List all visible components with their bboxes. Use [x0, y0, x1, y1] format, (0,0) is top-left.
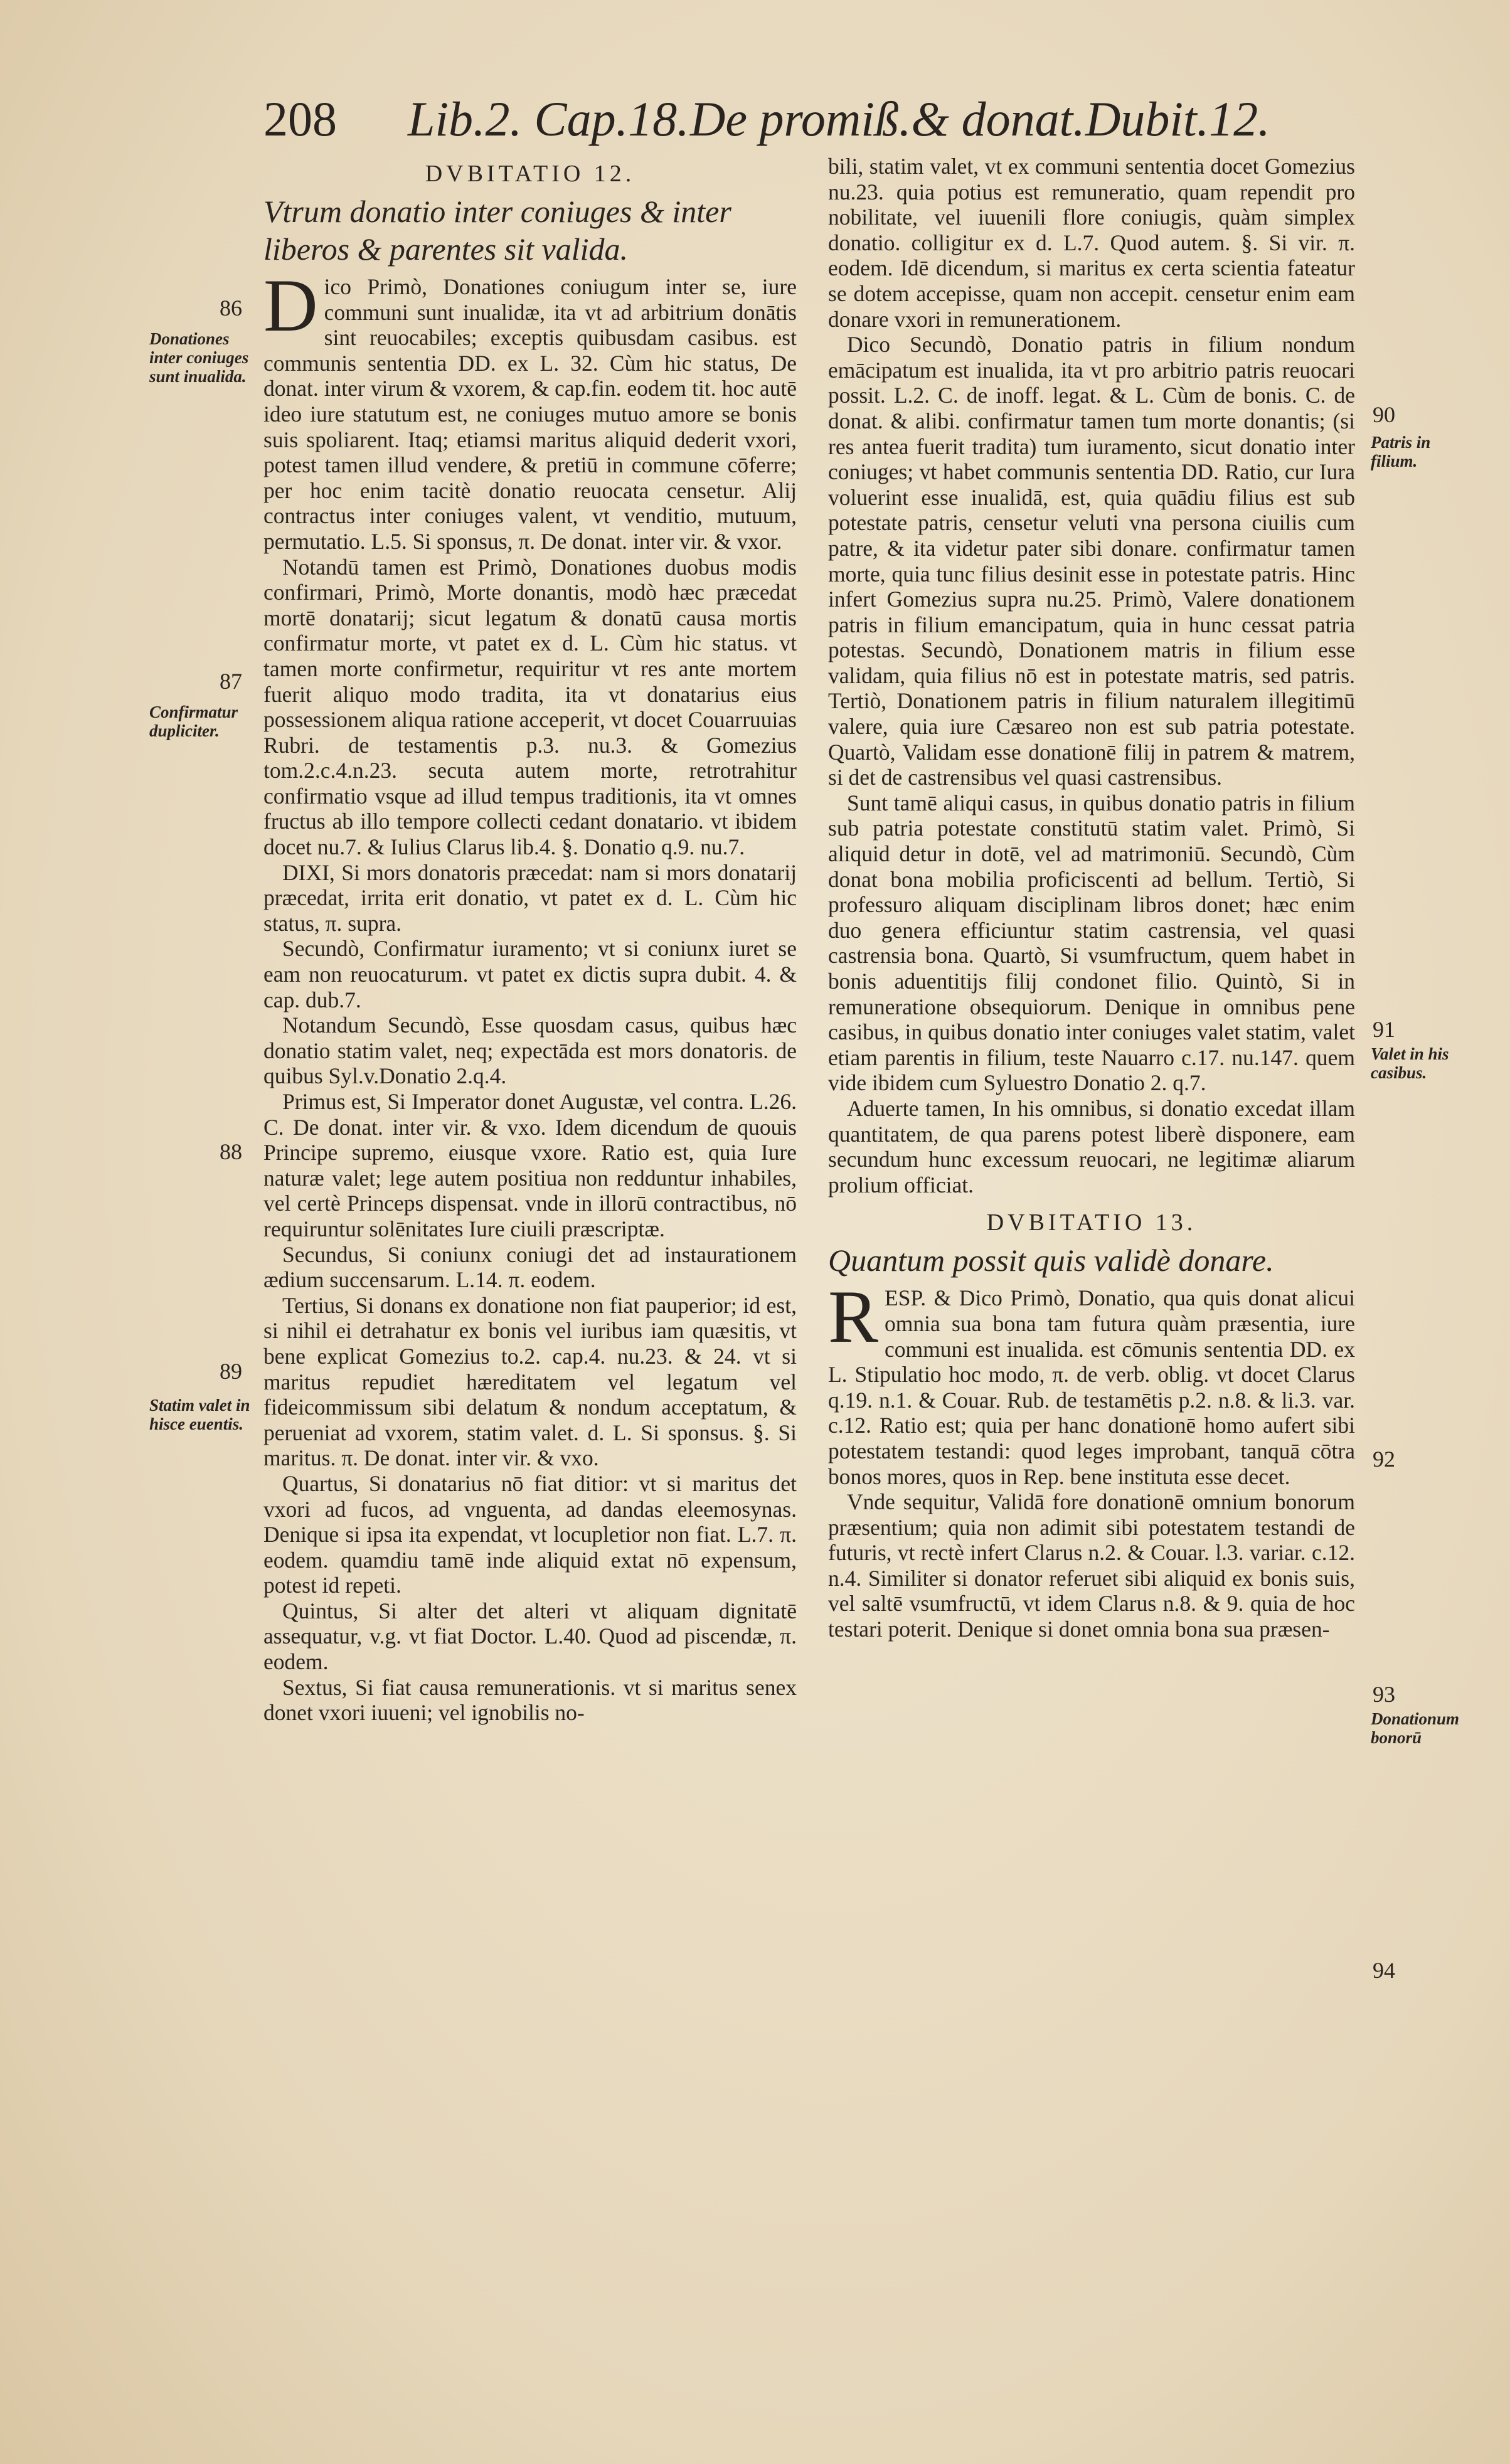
drop-cap: D	[263, 263, 318, 347]
paragraph: Quintus, Si alter det alteri vt aliquam dignitatē assequatur, v.g. vt fiat Doctor. L.40. Quod ad piscendæ, π. eodem.	[263, 1598, 797, 1675]
running-title: De promiß.& donat.	[690, 92, 1085, 146]
paragraph: Secundus, Si coniunx coniugi det ad instaurationem ædium succensarum. L.14. π. eodem.	[263, 1241, 797, 1293]
chapter-label: Lib.2. Cap.18.	[408, 92, 689, 146]
margin-note: Valet in his casibus.	[1371, 1044, 1449, 1082]
margin-note: Donationum bonorū	[1371, 1709, 1460, 1747]
paragraph: DIXI, Si mors donatoris præcedat: nam si mors donatarij præcedat, irrita erit donatio, vt patet ex d. L. Cùm hic status, π. supra.	[263, 859, 797, 936]
paragraph: RESP. & Dico Primò, Donatio, qua quis donat alicui omnia sua bona tam futura quàm præsentia, iure communi est inualida. est cōmunis sententia DD. ex L. Stipulatio hoc modo, π. de verb. oblig. vt docet Clarus q.19. n.1. & Couar. Rub. de testamētis p.2. n.8. & li.3. var. c.12. Ratio est; quia per hanc donationē homo aufert sibi potestatem testandi: quod leges improbant, tanquā cōtra bonos mores, quos in Rep. bene instituta esse decet.	[828, 1275, 1355, 1489]
paragraph: Quartus, Si donatarius nō fiat ditior: vt si maritus det vxori ad fucos, ad vnguenta, ad dandas eleemosynas. Denique si ipsa ita expendat, vt locupletior non fiat. L.7. π. eodem. quamdiu tamē inde aliquid extat nō expensum, potest id repeti.	[263, 1470, 797, 1598]
paragraph: Vnde sequitur, Validā fore donationē omnium bonorum præsentium; quia non adimit sibi potestatem testandi de futuris, vt rectè infert Clarus n.2. & Couar. l.3. variar. c.12. n.4. Similiter si donator referuet sibi aliquid ex bonis suis, vel saltē vsumfructū, vt idem Clarus n.8. & 9. quia de hoc testari poterit. Denique si donet omnia bona sua præsen-	[828, 1489, 1355, 1642]
question-title: Vtrum donatio inter coniuges & inter liberos & parentes sit valida.	[263, 194, 731, 267]
margin-number: 86	[220, 295, 242, 321]
question-title: Quantum possit quis validè donare.	[828, 1243, 1274, 1278]
left-column	[263, 154, 797, 1726]
drop-cap: R	[828, 1275, 879, 1359]
margin-number: 90	[1373, 402, 1395, 427]
dubitatio-label: Dubit.12.	[1085, 92, 1270, 146]
margin-number: 88	[220, 1139, 242, 1164]
paragraph: Tertius, Si donans ex donatione non fiat pauperior; id est, si nihil ei detrahatur ex bonis vel iuribus iam quæsitis, vt bene explicat Gomezius to.2. cap.4. nu.23. & 24. vt si maritus repudiet hæreditatem vel legatum vel fideicommissum sibi delatum & nondum acceptatum, & perueniat ad vxorem, statim valet. d. L. Si sponsus. §. Si maritus. π. De donat. inter vir. & vxo.	[263, 1292, 797, 1471]
dubitatio-heading: DVBITATIO 12.	[425, 161, 635, 187]
paragraph: Notandū tamen est Primò, Donationes duobus modis confirmari, Primò, Morte donantis, modò hæc præcedat mortē donatarij; sicut legatum & donatū causa mortis confirmatur morte, vt patet ex d. L. Cùm hic status. vt tamen morte confirmetur, requiritur vt res ante mortem fuerit aliquo modo tradita, ita vt donatarius eius possessionem aliqua ratione acceperit, vt docet Couarruuias Rubri. de testamentis p.3. nu.3. & Gomezius tom.2.c.4.n.23. secuta autem morte, retrotrahitur confirmatio vsque ad illud tempus traditionis, ita vt omnes fructus ab illo tempore collecti cedant donatario. vt ibidem docet nu.7. & Iulius Clarus lib.4. §. Donatio q.9. nu.7.	[263, 554, 797, 860]
margin-number: 87	[220, 669, 242, 694]
margin-number: 89	[220, 1359, 242, 1384]
paragraph: Dico Secundò, Donatio patris in filium nondum emācipatum est inualida, ita vt pro arbitrio patris reuocari possit. L.2. C. de inoff. legat. & L. Cùm de bonis. C. de donat. & alibi. confirmatur tamen tum morte donantis; (si res antea fuerit tradita) tum iuramento, sicut donatio inter coniuges; vt habet communis sententia DD. Ratio, cur Iura voluerint esse inualidā, est, quia quādiu filius est sub potestate patris, censetur veluti vna persona ciuilis cum patre, & ita videtur pater sibi donare. confirmatur tamen morte, quia tunc filius desinit esse in potestate patris. Hinc infert Gomezius supra nu.25. Primò, Valere donationem patris in filium emancipatum, quia in hunc cessat patria potestas. Secundò, Donationem matris in filium esse validam, quia filius nō est in potestate matris, sed patris. Tertiò, Donationem patris in filium naturalem illegitimū valere, quia iure Cæsareo non est sub patria potestate. Quartò, Validam esse donationē filij in patrem & matrem, si det de castrensibus vel quasi castrensibus.	[828, 332, 1355, 790]
paragraph: Sunt tamē aliqui casus, in quibus donatio patris in filium sub patria potestate constitutū statim valet. Primò, Si aliquid detur in dotē, vel ad matrimoniū. Secundò, Cùm donat bona mobilia proficiscenti ad bellum. Tertiò, Si professuro aliquam disciplinam libros donet; hæc enim duo genera efficiuntur statim castrensia, vel quasi castrensia bona. Quartò, Si vsumfructum, quem habet in bonis aduentitijs filij condonet filio. Quintò, Si in remuneratione obsequiorum. Denique in omnibus pene casibus, in quibus donatio inter coniuges valet statim, valet etiam parentis in filium, teste Nauarro c.17. nu.147. quem vide ibidem cum Syluestro Donatio 2. q.7.	[828, 790, 1355, 1096]
paragraph: Sextus, Si fiat causa remunerationis. vt si maritus senex donet vxori iuueni; vel ignobilis no-	[263, 1674, 797, 1726]
margin-number: 93	[1373, 1682, 1395, 1707]
margin-number: 91	[1373, 1017, 1395, 1042]
running-header	[263, 85, 1292, 154]
paragraph: Secundò, Confirmatur iuramento; vt si coniunx iuret se eam non reuocaturum. vt patet ex dictis supra dubit. 4. & cap. dub.7.	[263, 936, 797, 1012]
margin-number: 94	[1373, 1958, 1395, 1983]
paragraph: Notandum Secundò, Esse quosdam casus, quibus hæc donatio statim valet, neq; expectāda est mors donatoris. de quibus Syl.v.Donatio 2.q.4.	[263, 1012, 797, 1089]
paragraph: Aduerte tamen, In his omnibus, si donatio excedat illam quantitatem, de qua parens potest liberè disponere, eam secundum hunc excessum reuocari, ne legitimæ aliarum prolium officiat.	[828, 1095, 1355, 1197]
page-number: 208	[263, 92, 337, 146]
paragraph: Primus est, Si Imperator donet Augustæ, vel contra. L.26. C. De donat. inter vir. & vxo. Idem dicendum de quouis Principe supremo, eiusque vxore. Ratio est, quia Iure naturæ valet; lege autem positiua non redduntur inhabiles, vel certè Princeps dispensat. vnde in illorū contractibus, nō requiruntur solēnitates Iure ciuili præscriptæ.	[263, 1089, 797, 1241]
paragraph: Dico Primò, Donationes coniugum inter se, iure communi sunt inualidæ, ita vt ad arbitrium donātis sint reuocabiles; exceptis quibusdam casibus. est communis sententia DD. ex L. 32. Cùm hic status, De donat. inter virum & vxorem, & cap.fin. eodem tit. hoc autē ideo iure statutum est, ne coniuges mutuo amore se bonis suis spoliarent. Itaq; etiamsi maritus aliquid dederit vxori, potest tamen illud vendere, & pretiū in commune cōferre; per hoc enim tacitè donatio reuocata censetur. Alij contractus inter coniuges valent, vt venditio, mutuum, permutatio. L.5. Si sponsus, π. De donat. inter vir. & vxor.	[263, 263, 797, 554]
margin-note: Donationes inter coniuges sunt inualida.	[149, 329, 249, 386]
dubitatio-heading: DVBITATIO 13.	[986, 1209, 1197, 1236]
margin-number: 92	[1373, 1447, 1395, 1472]
margin-note: Patris in filium.	[1371, 433, 1431, 470]
margin-note: Confirmatur dupliciter.	[149, 703, 238, 740]
paragraph: bili, statim valet, vt ex communi sententia docet Gomezius nu.23. quia potius est remuneratio, quam rependit pro nobilitate, vel iuuenili flore coniugis, quàm simplex donatio. colligitur ex d. L.7. Quod autem. §. Si vir. π. eodem. Idē dicendum, si maritus ex certa scientia fateatur se dotem accepisse, quam non accepit. censetur enim eam donare vxori in remunerationem.	[828, 154, 1355, 332]
right-column	[828, 154, 1355, 1642]
margin-note: Statim valet in hisce euentis.	[149, 1396, 250, 1433]
